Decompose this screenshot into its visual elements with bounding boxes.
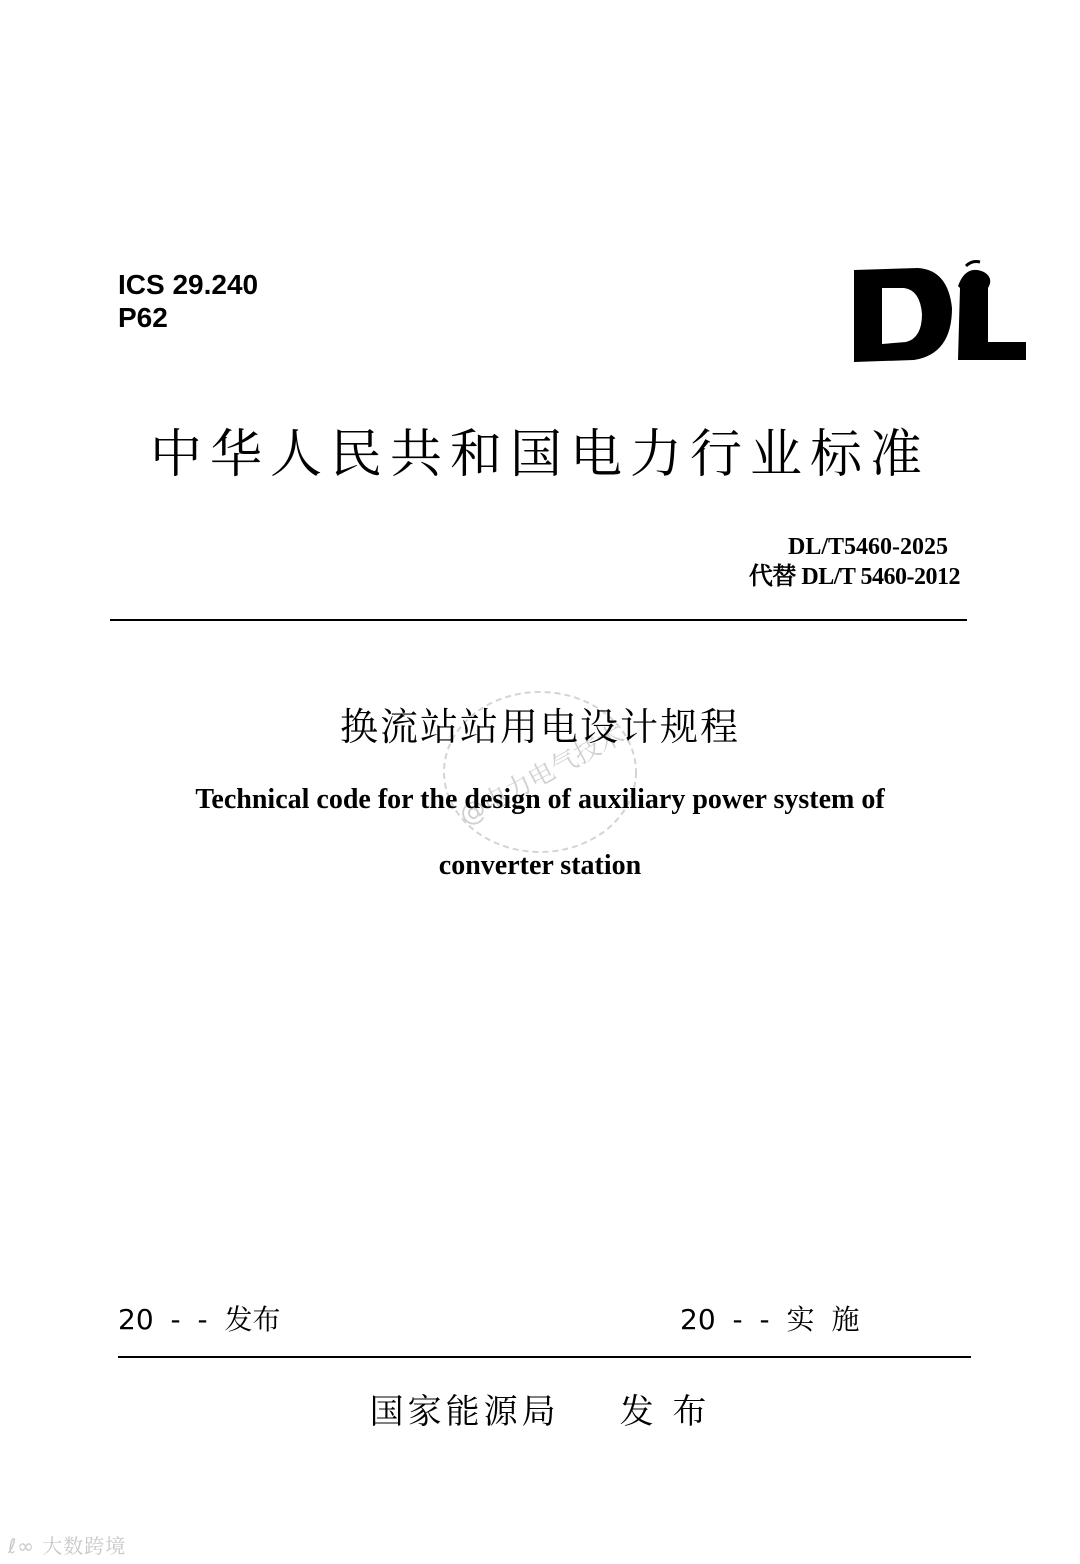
document-title-chinese: 换流站站用电设计规程 (339, 705, 740, 749)
footer-divider (118, 1356, 971, 1358)
standard-number: DL/T5460-2025 (787, 534, 948, 560)
document-title-english-line2: converter station (438, 850, 642, 881)
ics-code: ICS 29.240 (118, 269, 259, 300)
corner-watermark (8, 1530, 126, 1559)
dl-logo (848, 258, 1032, 368)
header-divider (110, 619, 967, 621)
issuer-line (0, 1390, 1080, 1434)
standard-title: 中华人民共和国电力行业标准 (149, 425, 930, 485)
standard-code (737, 532, 960, 592)
issue-date: 20 - - 发布 (118, 1303, 281, 1336)
watermark-logo-icon: ℓ∞ (8, 1534, 35, 1558)
issuer-name: 国家能源局 (369, 1392, 560, 1432)
classification-codes (118, 268, 258, 334)
replaced-standard: 代替 DL/T 5460-2012 (748, 564, 960, 590)
stamp-text: @电力电气技术 (454, 719, 630, 832)
implementation-date: 20 - - 实 施 (680, 1303, 860, 1336)
document-title-english-line1: Technical code for the design of auxiliary power system of (195, 784, 885, 815)
issuer-action: 发 布 (619, 1392, 711, 1432)
ccs-code: P62 (118, 302, 168, 333)
watermark-text: 大数跨境 (42, 1534, 127, 1558)
